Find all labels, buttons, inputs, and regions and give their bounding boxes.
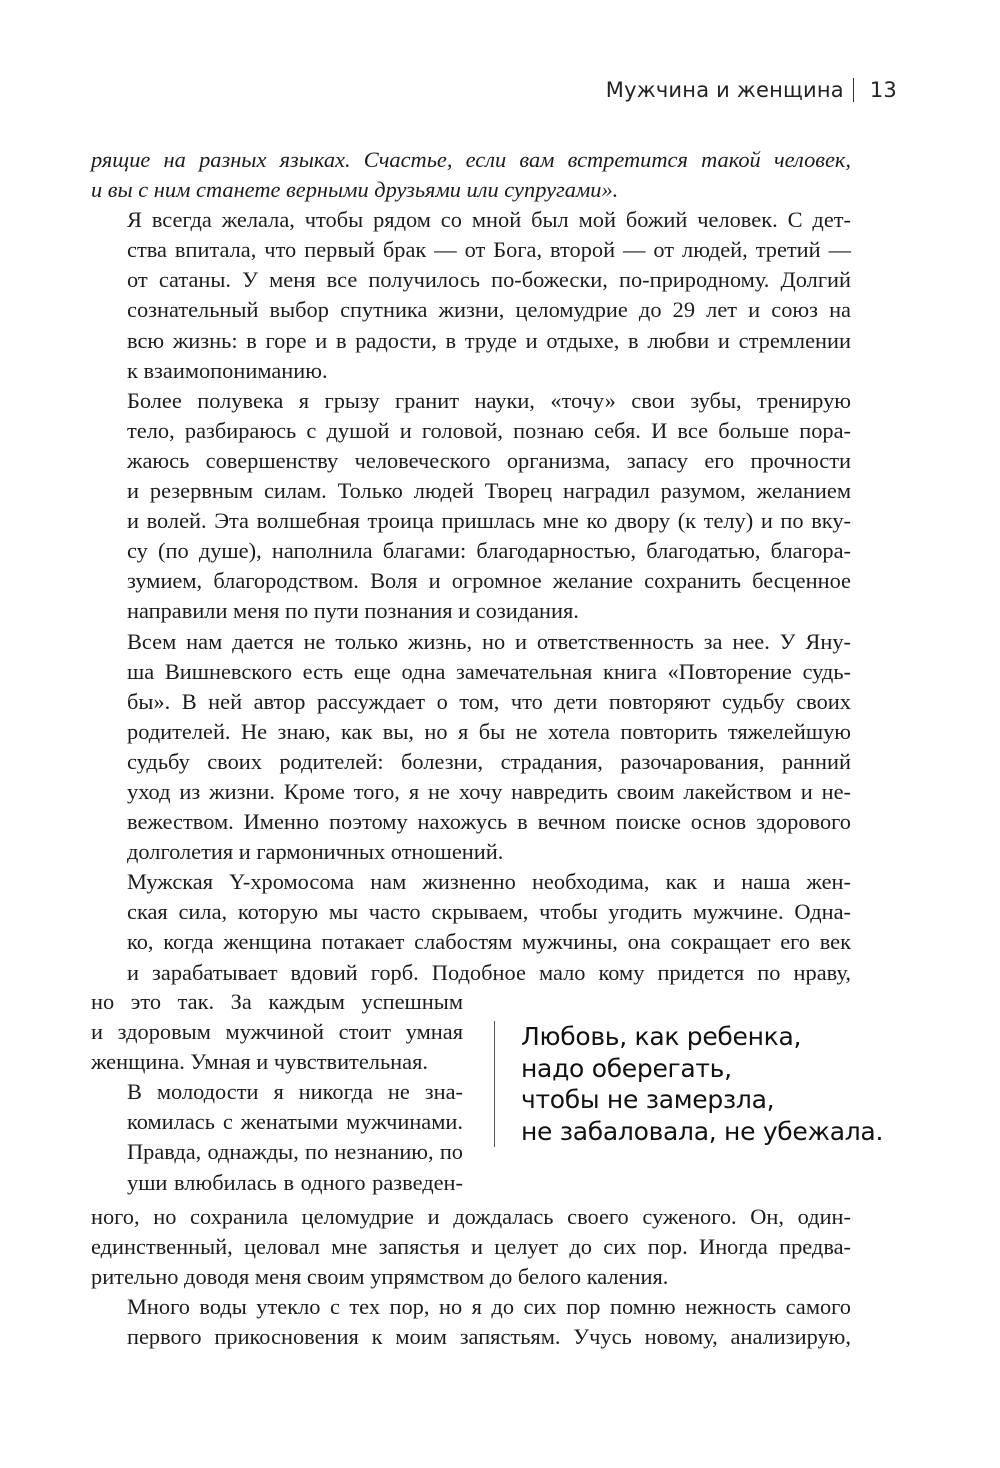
pull-quote-line: чтобы не замерзла, [521,1085,775,1114]
text-line: Всем нам дается не только жизнь, но и ответственность за нее. У Яну- [127,628,851,654]
running-header [606,78,897,102]
text-line: долголетия и гармоничных отношений. [127,839,504,865]
paragraph [91,1292,851,1352]
body-text-wrapped [91,987,463,1198]
paragraph [91,386,851,627]
text-line: и волей. Эта волшебная троица пришлась мне ко двору (к телу) и по вку- [127,508,851,534]
text-line: уход из жизни. Кроме того, я не хочу навредить своим лакейством и не- [127,778,851,804]
pull-quote-line: Любовь, как ребенка, [521,1022,802,1051]
paragraph-continuation [91,987,463,1077]
page-number: 13 [869,78,897,102]
text-line: рительно доводя меня своим упрямством до белого каления. [91,1264,669,1290]
text-line: и вы с ним станете верными друзьями или супругами». [91,177,619,203]
text-line: ного, но сохранила целомудрие и дождалась своего суженого. Он, один- [91,1204,851,1229]
text-line: направили меня по пути познания и созидания. [127,598,579,624]
text-line: единственный, целовал мне запястья и целует до сих пор. Иногда предва- [91,1234,851,1260]
paragraph-quote-end [91,145,851,205]
text-line: ша Вишневского есть еще одна замечательная книга «Повторение судь- [127,658,851,684]
text-line: но это так. За каждым успешным [91,989,463,1014]
text-line: родителей. Не знаю, как вы, но я бы не хотела повторить тяжелейшую [127,718,851,744]
text-line: от сатаны. У меня все получилось по-божески, по-природному. Долгий [127,267,851,293]
text-line: вежеством. Именно поэтому нахожусь в вечном поиске основ здорового [127,809,851,835]
text-line: зумием, благородством. Воля и огромное желание сохранить бесценное [127,568,851,594]
text-line: бы». В ней автор рассуждает о том, что дети повторяют судьбу своих [127,688,851,714]
text-line: и здоровым мужчиной стоит умная [91,1019,463,1045]
paragraph [91,205,851,386]
paragraph [91,867,851,987]
text-line: комилась с женатыми мужчинами. [127,1109,463,1135]
text-line: су (по душе), наполнила благами: благодарностью, благодатью, благора- [127,538,851,564]
text-line: и зарабатывает вдовий горб. Подобное мало кому придется по нраву, [127,959,851,985]
paragraph-continuation [91,1202,851,1292]
text-line: Правда, однажды, по незнанию, по [127,1139,463,1165]
pull-quote [494,1021,941,1147]
text-line: сознательный выбор спутника жизни, целомудрие до 29 лет и союз на [127,297,851,323]
text-line: и резервным силам. Только людей Творец наградил разумом, желанием [127,478,851,504]
paragraph [91,1077,463,1197]
text-line: уши влюбилась в одного разведен- [127,1169,463,1195]
text-line: всю жизнь: в горе и в радости, в труде и отдыхе, в любви и стремлении [127,327,851,353]
text-line: первого прикосновения к моим запястьям. Учусь новому, анализирую, [127,1324,851,1350]
text-line: В молодости я никогда не зна- [127,1079,463,1105]
body-text-bottom [91,1202,851,1352]
text-line: женщина. Умная и чувствительная. [91,1049,428,1075]
pull-quote-line: надо оберегать, [521,1053,732,1083]
text-line: судьбу своих родителей: болезни, страдания, разочарования, ранний [127,748,851,774]
text-line: жаюсь совершенству человеческого организма, запасу его прочности [127,447,851,473]
text-line: ко, когда женщина потакает слабостям мужчины, она сокращает его век [127,929,851,955]
text-line: Более полувека я грызу гранит науки, «точу» свои зубы, тренирую [127,387,851,413]
text-line: к взаимопониманию. [127,357,328,383]
text-line: ская сила, которую мы часто скрываем, чтобы угодить мужчине. Одна- [127,899,851,925]
text-line: ства впитала, что первый брак — от Бога, второй — от людей, третий — [127,237,851,263]
body-text-top [91,145,851,988]
pull-quote-line: не забаловала, не убежала. [521,1116,884,1146]
chapter-title: Мужчина и женщина [605,78,844,102]
text-line: Мужская Y-хромосома нам жизненно необходима, как и наша жен- [127,869,851,895]
paragraph [91,627,851,868]
text-line: Я всегда желала, чтобы рядом со мной был мой божий человек. С дет- [127,207,851,233]
text-line: тело, разбираюсь с душой и головой, познаю себя. И все больше пора- [127,417,851,443]
header-divider [853,78,854,102]
text-line: Много воды утекло с тех пор, но я до сих пор помню нежность самого [127,1294,851,1320]
text-line: рящие на разных языках. Счастье, если вам встретится такой человек, [91,147,851,172]
